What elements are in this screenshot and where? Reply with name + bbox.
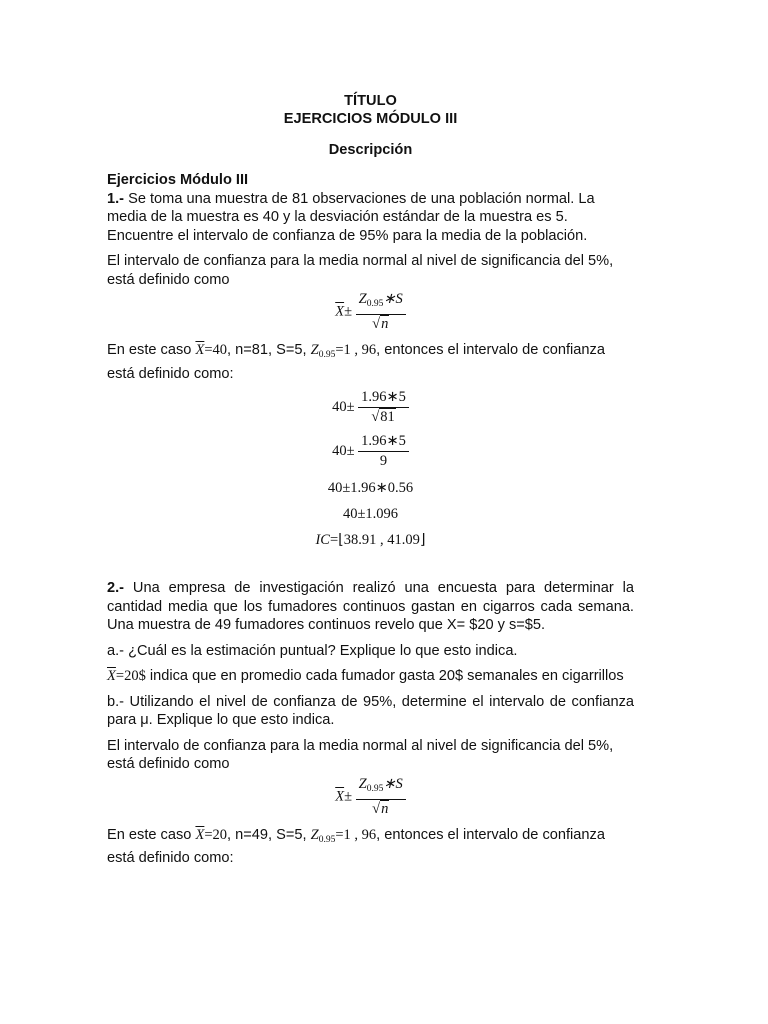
z-subscript: 0.95 xyxy=(366,299,384,309)
ci-result xyxy=(107,532,634,549)
formula-fraction: $\frac{Z_{0.95}∗S}{√n}$ xyxy=(356,776,406,818)
case-suffix: , entonces el intervalo de confianza está definido como: xyxy=(107,826,605,866)
exercise-1-case xyxy=(107,341,634,383)
xbar-symbol: $\overline{X}$ xyxy=(335,303,345,320)
exercise-2-interval-intro: El intervalo de confianza para la media normal al nivel de significancia del 5%, está definido como xyxy=(107,737,614,772)
description-heading: Descripción xyxy=(328,142,413,158)
xbar-symbol: $\overline{X}$ xyxy=(335,787,345,804)
step-1-num: 1.96∗5 xyxy=(358,389,409,408)
case-prefix: En este caso xyxy=(107,342,192,358)
step-2-num: 1.96∗5 xyxy=(358,433,409,452)
step-2-den: 9 xyxy=(379,453,388,469)
case-z-symbol: Z xyxy=(310,826,319,843)
document-title: EJERCICIOS MÓDULO III xyxy=(283,111,458,127)
pm-symbol: ± xyxy=(344,787,353,804)
ci-formula-2 xyxy=(107,776,634,818)
answer-xbar: $\overline{X}$ xyxy=(107,668,116,684)
n-symbol: n xyxy=(381,800,389,817)
case-suffix: , entonces el intervalo de confianza está definido como: xyxy=(107,342,605,382)
times-s: ∗S xyxy=(383,291,403,307)
ci-formula-1 xyxy=(107,291,634,333)
ci-value: =⌊38.91 , 41.09⌋ xyxy=(329,532,426,548)
step-2-left: 40± xyxy=(332,442,355,459)
n-symbol: n xyxy=(381,316,389,332)
pm-symbol: ± xyxy=(344,303,353,320)
step-3: 40±1.96∗0.56 xyxy=(327,480,414,496)
z-subscript: 0.95 xyxy=(366,783,384,794)
question-b: b.- Utilizando el nivel de confianza de 95%, determine el intervalo de confianza para μ. Explique lo que esto indica. xyxy=(107,693,634,728)
exercise-1-interval-intro: El intervalo de confianza para la media normal al nivel de significancia del 5%, está definido como xyxy=(107,253,614,288)
answer-a xyxy=(107,667,634,686)
exercise-1-statement xyxy=(107,190,634,246)
step-2 xyxy=(107,433,634,470)
case-prefix: En este caso xyxy=(107,826,192,843)
answer-text: indica que en promedio cada fumador gasta 20$ semanales en cigarrillos xyxy=(149,668,624,684)
exercise-2-text: Una empresa de investigación realizó una encuesta para determinar la cantidad media que los fumadores continuos gastan en cigarros cada semana. Una muestra de 49 fumadores continuos revelo que X= $20 y s=$5. xyxy=(107,580,634,633)
step-1-fraction: $\frac{1.96∗5}{√81}$ xyxy=(358,389,409,426)
formula-fraction: $\frac{Z_{0.95}∗S}{√n}$ xyxy=(356,291,406,333)
case-middle: , n=49, S=5, xyxy=(227,826,307,843)
case-z-sub: 0.95 xyxy=(318,834,336,845)
section-title: Ejercicios Módulo III xyxy=(107,172,249,188)
step-4: 40±1.096 xyxy=(342,506,399,522)
case-z-sub: 0.95 xyxy=(318,350,336,360)
step-1-left: 40± xyxy=(332,398,355,415)
case-z-symbol: Z xyxy=(310,342,319,358)
document-page xyxy=(107,92,634,868)
times-s: ∗S xyxy=(383,775,403,792)
exercise-2-statement xyxy=(107,579,634,635)
question-a: a.- ¿Cuál es la estimación puntual? Explique lo que esto indica. xyxy=(107,642,518,659)
exercise-1-text: Se toma una muestra de 81 observaciones de una población normal. La media de la muestra es 40 y la desviación estándar de la muestra es 5. Encuentre el intervalo de confianza de 95% para la media de la población. xyxy=(107,190,595,244)
exercise-2-number: 2.- xyxy=(107,580,125,596)
case-middle: , n=81, S=5, xyxy=(227,342,307,358)
exercise-1-number: 1.- xyxy=(107,190,125,207)
step-1-den: 81 xyxy=(380,409,395,425)
step-2-fraction xyxy=(358,433,409,470)
case-xbar-symbol: $\overline{X}$ xyxy=(195,826,205,843)
case-z-value: =1 , 96 xyxy=(335,342,377,358)
exercise-2-case xyxy=(107,826,634,868)
z-symbol: Z xyxy=(358,775,367,792)
ci-label: IC xyxy=(315,532,330,548)
case-xbar-value: =20 xyxy=(204,826,228,843)
case-xbar-symbol: $\overline{X}$ xyxy=(195,342,205,358)
z-symbol: Z xyxy=(358,291,367,307)
title-label: TÍTULO xyxy=(344,93,397,109)
case-z-value: =1 , 96 xyxy=(335,826,377,843)
case-xbar-value: =40 xyxy=(204,342,228,358)
step-1 xyxy=(107,389,634,426)
answer-math: =20$ xyxy=(115,668,146,684)
